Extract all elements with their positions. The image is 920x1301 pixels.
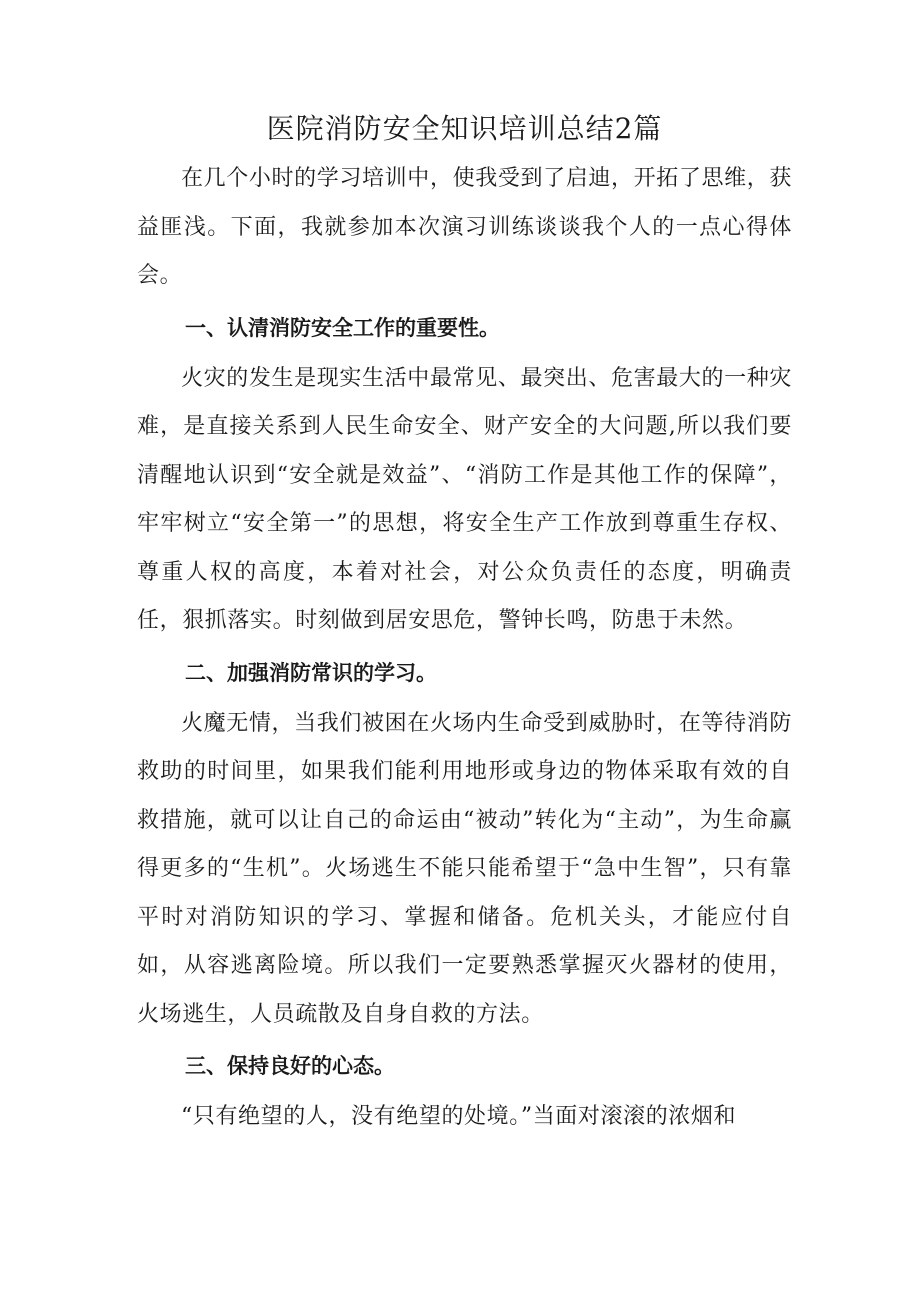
section-1-heading: 一、认清消防安全工作的重要性。 <box>185 315 500 340</box>
section-3-body: “只有绝望的人，没有绝望的处境。”当面对滚滚的浓烟和 <box>181 1104 737 1129</box>
section-1-body: 火灾的发生是现实生活中最常见、最突出、危害最大的一种灾难，是直接关系到人民生命安全、财产安全的大问题,所以我们要清醒地认识到“安全就是效益”、“消防工作是其他工作的保障”，牢牢树立“安全第一”的思想，将安全生产工作放到尊重生存权、尊重人权的高度，本着对社会，对公众负责任的态度，明确责任，狠抓落实。时刻做到居安思危，警钟长鸣，防患于未然。 <box>137 365 792 633</box>
section-2-body: 火魔无情，当我们被困在火场内生命受到威胁时，在等待消防救助的时间里，如果我们能利用地形或身边的物体采取有效的自救措施，就可以让自己的命运由“被动”转化为“主动”，为生命赢得更多的“生机”。火场逃生不能只能希望于“急中生智”，只有靠平时对消防知识的学习、掌握和储备。危机关头，才能应付自如，从容逃离险境。所以我们一定要熟悉掌握灭火器材的使用，火场逃生，人员疏散及自身自救的方法。 <box>137 710 792 1027</box>
intro-paragraph: 在几个小时的学习培训中，使我受到了启迪，开拓了思维，获益匪浅。下面，我就参加本次演习训练谈谈我个人的一点心得体会。 <box>137 166 792 288</box>
section-2-heading: 二、加强消防常识的学习。 <box>185 660 437 685</box>
section-3-heading: 三、保持良好的心态。 <box>185 1054 395 1078</box>
document-title: 医院消防安全知识培训总结2篇 <box>266 112 663 145</box>
